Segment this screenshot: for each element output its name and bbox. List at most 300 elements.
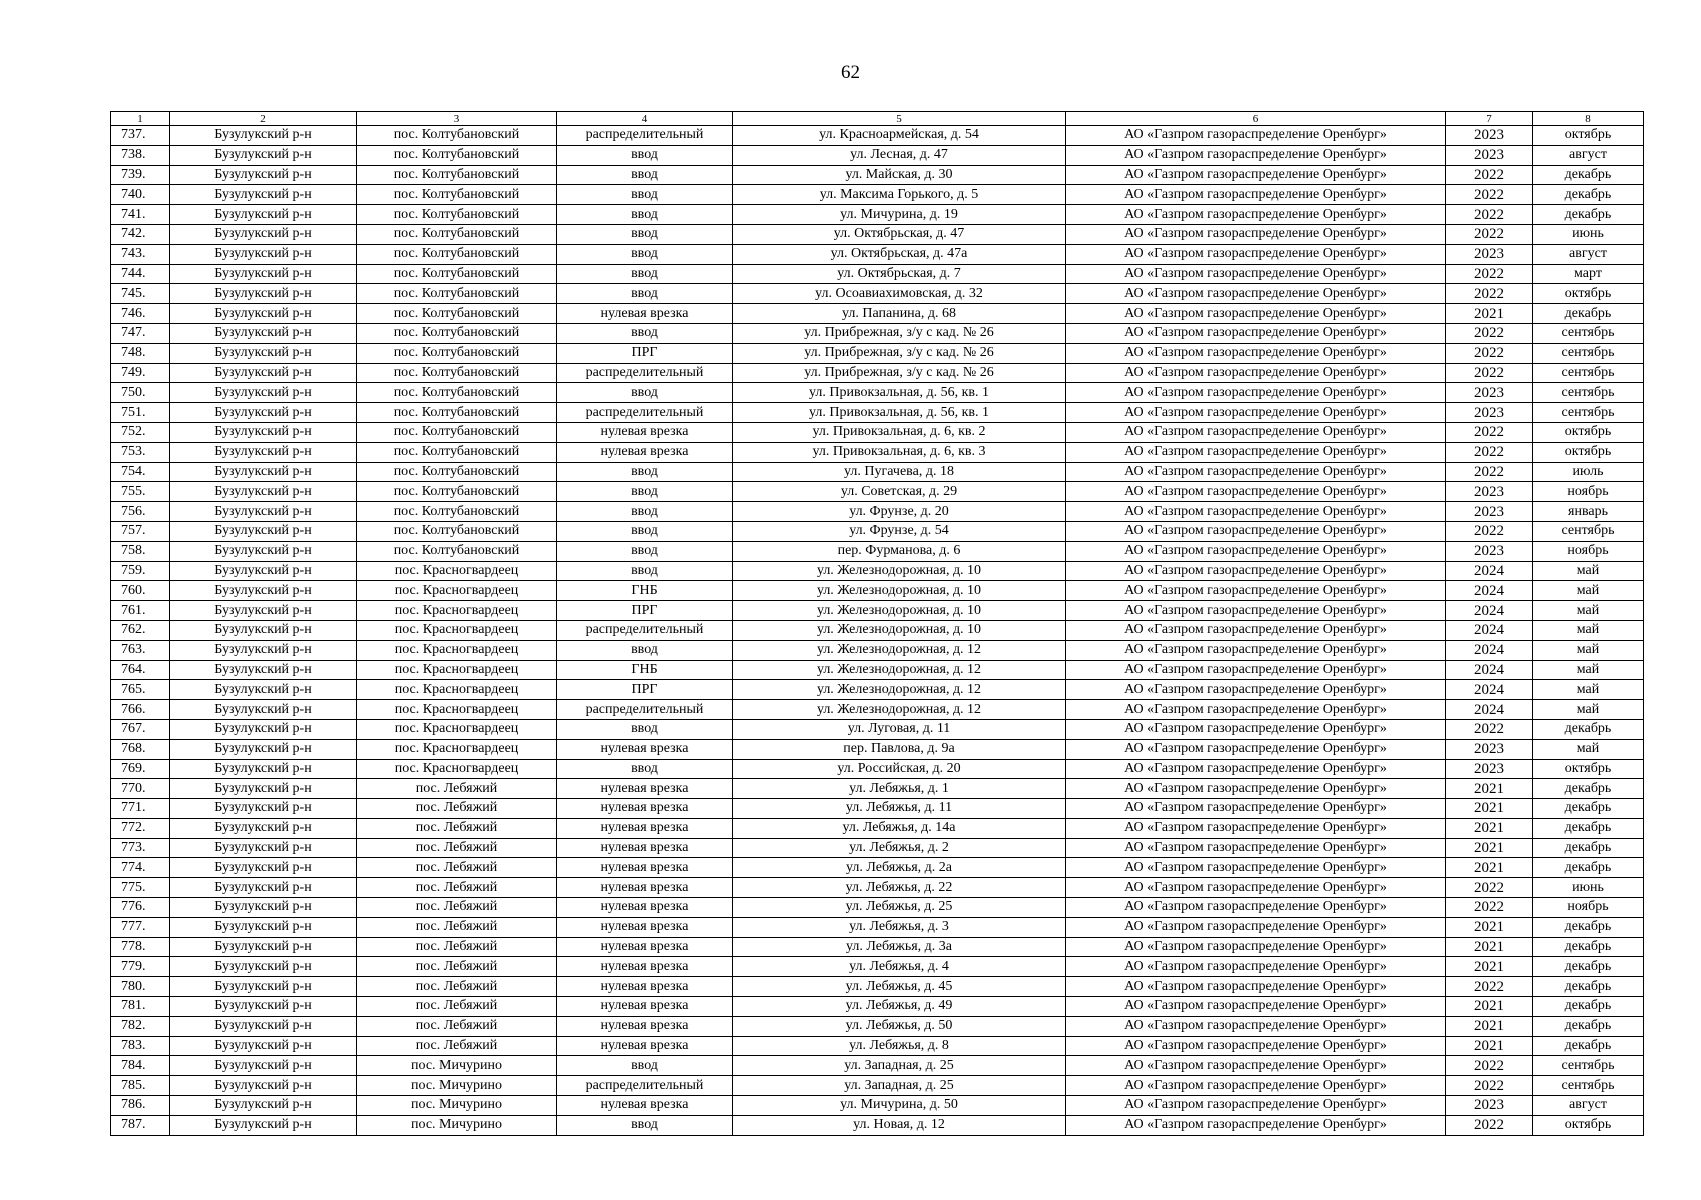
year-cell: 2021: [1446, 997, 1533, 1017]
organization-cell: АО «Газпром газораспределение Оренбург»: [1066, 383, 1446, 403]
address-cell: ул. Лебяжья, д. 45: [733, 977, 1066, 997]
organization-cell: АО «Газпром газораспределение Оренбург»: [1066, 185, 1446, 205]
type-cell: нулевая врезка: [557, 799, 733, 819]
column-header: 8: [1533, 112, 1644, 126]
month-cell: май: [1533, 680, 1644, 700]
row-number: 769.: [111, 759, 170, 779]
address-cell: ул. Мичурина, д. 50: [733, 1096, 1066, 1116]
table-row: [111, 581, 1644, 601]
row-number: 742.: [111, 224, 170, 244]
table-row: [111, 422, 1644, 442]
type-cell: ввод: [557, 521, 733, 541]
settlement-cell: пос. Красногвардеец: [357, 660, 557, 680]
table-row: [111, 660, 1644, 680]
organization-cell: АО «Газпром газораспределение Оренбург»: [1066, 1056, 1446, 1076]
organization-cell: АО «Газпром газораспределение Оренбург»: [1066, 878, 1446, 898]
type-cell: нулевая врезка: [557, 977, 733, 997]
address-cell: ул. Новая, д. 12: [733, 1115, 1066, 1135]
district-cell: Бузулукский р-н: [170, 126, 357, 146]
table-row: [111, 700, 1644, 720]
row-number: 745.: [111, 284, 170, 304]
type-cell: ввод: [557, 205, 733, 225]
district-cell: Бузулукский р-н: [170, 224, 357, 244]
month-cell: октябрь: [1533, 422, 1644, 442]
type-cell: распределительный: [557, 700, 733, 720]
table-row: [111, 561, 1644, 581]
address-cell: ул. Максима Горького, д. 5: [733, 185, 1066, 205]
type-cell: ввод: [557, 482, 733, 502]
table-row: [111, 601, 1644, 621]
organization-cell: АО «Газпром газораспределение Оренбург»: [1066, 403, 1446, 423]
type-cell: ввод: [557, 541, 733, 561]
settlement-cell: пос. Лебяжий: [357, 878, 557, 898]
type-cell: нулевая врезка: [557, 878, 733, 898]
address-cell: ул. Лесная, д. 47: [733, 145, 1066, 165]
district-cell: Бузулукский р-н: [170, 620, 357, 640]
district-cell: Бузулукский р-н: [170, 937, 357, 957]
row-number: 747.: [111, 323, 170, 343]
row-number: 741.: [111, 205, 170, 225]
address-cell: ул. Западная, д. 25: [733, 1056, 1066, 1076]
address-cell: ул. Октябрьская, д. 47а: [733, 244, 1066, 264]
district-cell: Бузулукский р-н: [170, 1016, 357, 1036]
address-cell: ул. Лебяжья, д. 25: [733, 898, 1066, 918]
organization-cell: АО «Газпром газораспределение Оренбург»: [1066, 818, 1446, 838]
address-cell: ул. Мичурина, д. 19: [733, 205, 1066, 225]
address-cell: ул. Луговая, д. 11: [733, 719, 1066, 739]
table-row: [111, 977, 1644, 997]
district-cell: Бузулукский р-н: [170, 581, 357, 601]
district-cell: Бузулукский р-н: [170, 1076, 357, 1096]
district-cell: Бузулукский р-н: [170, 185, 357, 205]
address-cell: ул. Красноармейская, д. 54: [733, 126, 1066, 146]
address-cell: ул. Лебяжья, д. 3: [733, 917, 1066, 937]
table-row: [111, 205, 1644, 225]
organization-cell: АО «Газпром газораспределение Оренбург»: [1066, 482, 1446, 502]
year-cell: 2024: [1446, 601, 1533, 621]
organization-cell: АО «Газпром газораспределение Оренбург»: [1066, 739, 1446, 759]
settlement-cell: пос. Красногвардеец: [357, 640, 557, 660]
month-cell: декабрь: [1533, 185, 1644, 205]
table-row: [111, 957, 1644, 977]
settlement-cell: пос. Лебяжий: [357, 937, 557, 957]
month-cell: сентябрь: [1533, 1076, 1644, 1096]
district-cell: Бузулукский р-н: [170, 957, 357, 977]
row-number: 748.: [111, 343, 170, 363]
address-cell: ул. Лебяжья, д. 1: [733, 779, 1066, 799]
settlement-cell: пос. Колтубановский: [357, 521, 557, 541]
month-cell: май: [1533, 561, 1644, 581]
address-cell: ул. Прибрежная, з/у с кад. № 26: [733, 343, 1066, 363]
settlement-cell: пос. Красногвардеец: [357, 601, 557, 621]
year-cell: 2024: [1446, 561, 1533, 581]
address-cell: ул. Железнодорожная, д. 10: [733, 581, 1066, 601]
address-cell: ул. Советская, д. 29: [733, 482, 1066, 502]
column-header: 6: [1066, 112, 1446, 126]
organization-cell: АО «Газпром газораспределение Оренбург»: [1066, 561, 1446, 581]
row-number: 778.: [111, 937, 170, 957]
year-cell: 2022: [1446, 1056, 1533, 1076]
address-cell: ул. Привокзальная, д. 56, кв. 1: [733, 383, 1066, 403]
address-cell: ул. Октябрьская, д. 7: [733, 264, 1066, 284]
organization-cell: АО «Газпром газораспределение Оренбург»: [1066, 1036, 1446, 1056]
organization-cell: АО «Газпром газораспределение Оренбург»: [1066, 957, 1446, 977]
month-cell: сентябрь: [1533, 403, 1644, 423]
settlement-cell: пос. Лебяжий: [357, 917, 557, 937]
row-number: 779.: [111, 957, 170, 977]
settlement-cell: пос. Лебяжий: [357, 898, 557, 918]
data-table: [110, 111, 1644, 1136]
year-cell: 2022: [1446, 284, 1533, 304]
type-cell: нулевая врезка: [557, 937, 733, 957]
district-cell: Бузулукский р-н: [170, 363, 357, 383]
row-number: 772.: [111, 818, 170, 838]
type-cell: нулевая врезка: [557, 779, 733, 799]
type-cell: ввод: [557, 224, 733, 244]
column-header: 1: [111, 112, 170, 126]
row-number: 762.: [111, 620, 170, 640]
address-cell: пер. Фурманова, д. 6: [733, 541, 1066, 561]
year-cell: 2022: [1446, 442, 1533, 462]
organization-cell: АО «Газпром газораспределение Оренбург»: [1066, 165, 1446, 185]
month-cell: август: [1533, 1096, 1644, 1116]
settlement-cell: пос. Лебяжий: [357, 997, 557, 1017]
settlement-cell: пос. Колтубановский: [357, 126, 557, 146]
district-cell: Бузулукский р-н: [170, 898, 357, 918]
table-row: [111, 165, 1644, 185]
table-row: [111, 878, 1644, 898]
organization-cell: АО «Газпром газораспределение Оренбург»: [1066, 680, 1446, 700]
address-cell: ул. Лебяжья, д. 14а: [733, 818, 1066, 838]
type-cell: ввод: [557, 323, 733, 343]
table-row: [111, 403, 1644, 423]
month-cell: октябрь: [1533, 126, 1644, 146]
row-number: 738.: [111, 145, 170, 165]
district-cell: Бузулукский р-н: [170, 858, 357, 878]
type-cell: нулевая врезка: [557, 739, 733, 759]
organization-cell: АО «Газпром газораспределение Оренбург»: [1066, 1016, 1446, 1036]
row-number: 766.: [111, 700, 170, 720]
type-cell: распределительный: [557, 1076, 733, 1096]
district-cell: Бузулукский р-н: [170, 759, 357, 779]
type-cell: распределительный: [557, 620, 733, 640]
settlement-cell: пос. Колтубановский: [357, 304, 557, 324]
year-cell: 2021: [1446, 838, 1533, 858]
district-cell: Бузулукский р-н: [170, 244, 357, 264]
address-cell: ул. Западная, д. 25: [733, 1076, 1066, 1096]
year-cell: 2022: [1446, 977, 1533, 997]
table-row: [111, 818, 1644, 838]
table-row: [111, 462, 1644, 482]
type-cell: нулевая врезка: [557, 838, 733, 858]
district-cell: Бузулукский р-н: [170, 917, 357, 937]
district-cell: Бузулукский р-н: [170, 1056, 357, 1076]
organization-cell: АО «Газпром газораспределение Оренбург»: [1066, 759, 1446, 779]
type-cell: ПРГ: [557, 601, 733, 621]
settlement-cell: пос. Лебяжий: [357, 818, 557, 838]
year-cell: 2022: [1446, 878, 1533, 898]
year-cell: 2022: [1446, 363, 1533, 383]
type-cell: нулевая врезка: [557, 442, 733, 462]
month-cell: декабрь: [1533, 205, 1644, 225]
table-row: [111, 620, 1644, 640]
year-cell: 2023: [1446, 759, 1533, 779]
year-cell: 2021: [1446, 917, 1533, 937]
table-row: [111, 1115, 1644, 1135]
district-cell: Бузулукский р-н: [170, 145, 357, 165]
type-cell: ГНБ: [557, 581, 733, 601]
row-number: 774.: [111, 858, 170, 878]
year-cell: 2022: [1446, 462, 1533, 482]
address-cell: ул. Папанина, д. 68: [733, 304, 1066, 324]
organization-cell: АО «Газпром газораспределение Оренбург»: [1066, 442, 1446, 462]
address-cell: ул. Российская, д. 20: [733, 759, 1066, 779]
row-number: 782.: [111, 1016, 170, 1036]
table-row: [111, 1096, 1644, 1116]
address-cell: ул. Пугачева, д. 18: [733, 462, 1066, 482]
year-cell: 2022: [1446, 323, 1533, 343]
organization-cell: АО «Газпром газораспределение Оренбург»: [1066, 779, 1446, 799]
organization-cell: АО «Газпром газораспределение Оренбург»: [1066, 700, 1446, 720]
table-row: [111, 145, 1644, 165]
district-cell: Бузулукский р-н: [170, 1036, 357, 1056]
settlement-cell: пос. Колтубановский: [357, 343, 557, 363]
type-cell: ввод: [557, 1056, 733, 1076]
table-row: [111, 323, 1644, 343]
district-cell: Бузулукский р-н: [170, 779, 357, 799]
settlement-cell: пос. Колтубановский: [357, 264, 557, 284]
settlement-cell: пос. Колтубановский: [357, 482, 557, 502]
address-cell: ул. Лебяжья, д. 22: [733, 878, 1066, 898]
settlement-cell: пос. Красногвардеец: [357, 561, 557, 581]
month-cell: ноябрь: [1533, 541, 1644, 561]
table-row: [111, 799, 1644, 819]
table-row: [111, 739, 1644, 759]
address-cell: ул. Осоавиахимовская, д. 32: [733, 284, 1066, 304]
row-number: 752.: [111, 422, 170, 442]
year-cell: 2021: [1446, 957, 1533, 977]
organization-cell: АО «Газпром газораспределение Оренбург»: [1066, 343, 1446, 363]
type-cell: ввод: [557, 264, 733, 284]
month-cell: март: [1533, 264, 1644, 284]
month-cell: декабрь: [1533, 719, 1644, 739]
district-cell: Бузулукский р-н: [170, 462, 357, 482]
settlement-cell: пос. Колтубановский: [357, 323, 557, 343]
settlement-cell: пос. Колтубановский: [357, 244, 557, 264]
type-cell: нулевая врезка: [557, 1096, 733, 1116]
row-number: 787.: [111, 1115, 170, 1135]
organization-cell: АО «Газпром газораспределение Оренбург»: [1066, 462, 1446, 482]
table-row: [111, 997, 1644, 1017]
table-row: [111, 541, 1644, 561]
table-row: [111, 917, 1644, 937]
month-cell: октябрь: [1533, 759, 1644, 779]
organization-cell: АО «Газпром газораспределение Оренбург»: [1066, 898, 1446, 918]
organization-cell: АО «Газпром газораспределение Оренбург»: [1066, 205, 1446, 225]
row-number: 759.: [111, 561, 170, 581]
address-cell: ул. Майская, д. 30: [733, 165, 1066, 185]
district-cell: Бузулукский р-н: [170, 680, 357, 700]
month-cell: декабрь: [1533, 818, 1644, 838]
row-number: 763.: [111, 640, 170, 660]
organization-cell: АО «Газпром газораспределение Оренбург»: [1066, 541, 1446, 561]
year-cell: 2023: [1446, 502, 1533, 522]
type-cell: ввод: [557, 561, 733, 581]
year-cell: 2021: [1446, 818, 1533, 838]
settlement-cell: пос. Лебяжий: [357, 838, 557, 858]
year-cell: 2023: [1446, 1096, 1533, 1116]
settlement-cell: пос. Мичурино: [357, 1096, 557, 1116]
address-cell: ул. Лебяжья, д. 49: [733, 997, 1066, 1017]
year-cell: 2022: [1446, 343, 1533, 363]
settlement-cell: пос. Мичурино: [357, 1115, 557, 1135]
column-header: 4: [557, 112, 733, 126]
table-row: [111, 521, 1644, 541]
settlement-cell: пос. Колтубановский: [357, 462, 557, 482]
organization-cell: АО «Газпром газораспределение Оренбург»: [1066, 422, 1446, 442]
month-cell: май: [1533, 581, 1644, 601]
table-row: [111, 719, 1644, 739]
settlement-cell: пос. Колтубановский: [357, 205, 557, 225]
year-cell: 2021: [1446, 304, 1533, 324]
settlement-cell: пос. Лебяжий: [357, 858, 557, 878]
month-cell: май: [1533, 739, 1644, 759]
table-row: [111, 185, 1644, 205]
type-cell: ввод: [557, 462, 733, 482]
year-cell: 2021: [1446, 799, 1533, 819]
district-cell: Бузулукский р-н: [170, 304, 357, 324]
column-header: 2: [170, 112, 357, 126]
month-cell: декабрь: [1533, 1036, 1644, 1056]
table-row: [111, 937, 1644, 957]
settlement-cell: пос. Лебяжий: [357, 779, 557, 799]
row-number: 771.: [111, 799, 170, 819]
settlement-cell: пос. Красногвардеец: [357, 700, 557, 720]
settlement-cell: пос. Колтубановский: [357, 145, 557, 165]
row-number: 777.: [111, 917, 170, 937]
month-cell: июнь: [1533, 878, 1644, 898]
organization-cell: АО «Газпром газораспределение Оренбург»: [1066, 224, 1446, 244]
organization-cell: АО «Газпром газораспределение Оренбург»: [1066, 145, 1446, 165]
year-cell: 2021: [1446, 1016, 1533, 1036]
month-cell: декабрь: [1533, 977, 1644, 997]
year-cell: 2022: [1446, 898, 1533, 918]
address-cell: ул. Железнодорожная, д. 10: [733, 561, 1066, 581]
settlement-cell: пос. Лебяжий: [357, 957, 557, 977]
organization-cell: АО «Газпром газораспределение Оренбург»: [1066, 660, 1446, 680]
year-cell: 2023: [1446, 403, 1533, 423]
settlement-cell: пос. Колтубановский: [357, 363, 557, 383]
settlement-cell: пос. Колтубановский: [357, 185, 557, 205]
address-cell: ул. Железнодорожная, д. 10: [733, 620, 1066, 640]
table-row: [111, 779, 1644, 799]
row-number: 768.: [111, 739, 170, 759]
organization-cell: АО «Газпром газораспределение Оренбург»: [1066, 363, 1446, 383]
month-cell: сентябрь: [1533, 383, 1644, 403]
organization-cell: АО «Газпром газораспределение Оренбург»: [1066, 304, 1446, 324]
row-number: 757.: [111, 521, 170, 541]
row-number: 775.: [111, 878, 170, 898]
type-cell: ввод: [557, 1115, 733, 1135]
page-number: 62: [841, 62, 860, 83]
month-cell: сентябрь: [1533, 323, 1644, 343]
row-number: 758.: [111, 541, 170, 561]
column-header: 3: [357, 112, 557, 126]
address-cell: ул. Лебяжья, д. 50: [733, 1016, 1066, 1036]
type-cell: распределительный: [557, 126, 733, 146]
table-row: [111, 264, 1644, 284]
month-cell: октябрь: [1533, 442, 1644, 462]
year-cell: 2022: [1446, 264, 1533, 284]
organization-cell: АО «Газпром газораспределение Оренбург»: [1066, 126, 1446, 146]
address-cell: ул. Железнодорожная, д. 12: [733, 680, 1066, 700]
year-cell: 2021: [1446, 779, 1533, 799]
month-cell: декабрь: [1533, 1016, 1644, 1036]
row-number: 780.: [111, 977, 170, 997]
table-row: [111, 858, 1644, 878]
district-cell: Бузулукский р-н: [170, 383, 357, 403]
settlement-cell: пос. Мичурино: [357, 1056, 557, 1076]
table-row: [111, 304, 1644, 324]
type-cell: ввод: [557, 284, 733, 304]
type-cell: ввод: [557, 244, 733, 264]
type-cell: ввод: [557, 759, 733, 779]
settlement-cell: пос. Красногвардеец: [357, 759, 557, 779]
organization-cell: АО «Газпром газораспределение Оренбург»: [1066, 1096, 1446, 1116]
address-cell: ул. Привокзальная, д. 6, кв. 3: [733, 442, 1066, 462]
table-row: [111, 502, 1644, 522]
district-cell: Бузулукский р-н: [170, 284, 357, 304]
address-cell: ул. Привокзальная, д. 56, кв. 1: [733, 403, 1066, 423]
settlement-cell: пос. Колтубановский: [357, 224, 557, 244]
settlement-cell: пос. Красногвардеец: [357, 739, 557, 759]
type-cell: нулевая врезка: [557, 898, 733, 918]
table-row: [111, 898, 1644, 918]
row-number: 764.: [111, 660, 170, 680]
district-cell: Бузулукский р-н: [170, 422, 357, 442]
organization-cell: АО «Газпром газораспределение Оренбург»: [1066, 601, 1446, 621]
table-row: [111, 680, 1644, 700]
settlement-cell: пос. Колтубановский: [357, 403, 557, 423]
month-cell: июль: [1533, 462, 1644, 482]
column-header: 5: [733, 112, 1066, 126]
address-cell: ул. Лебяжья, д. 8: [733, 1036, 1066, 1056]
type-cell: ввод: [557, 640, 733, 660]
organization-cell: АО «Газпром газораспределение Оренбург»: [1066, 997, 1446, 1017]
month-cell: январь: [1533, 502, 1644, 522]
row-number: 755.: [111, 482, 170, 502]
month-cell: май: [1533, 620, 1644, 640]
type-cell: ПРГ: [557, 680, 733, 700]
type-cell: нулевая врезка: [557, 917, 733, 937]
type-cell: нулевая врезка: [557, 1036, 733, 1056]
year-cell: 2023: [1446, 383, 1533, 403]
month-cell: май: [1533, 700, 1644, 720]
organization-cell: АО «Газпром газораспределение Оренбург»: [1066, 502, 1446, 522]
type-cell: нулевая врезка: [557, 997, 733, 1017]
settlement-cell: пос. Лебяжий: [357, 1036, 557, 1056]
table-row: [111, 759, 1644, 779]
month-cell: декабрь: [1533, 304, 1644, 324]
district-cell: Бузулукский р-н: [170, 700, 357, 720]
row-number: 781.: [111, 997, 170, 1017]
address-cell: ул. Железнодорожная, д. 12: [733, 660, 1066, 680]
year-cell: 2024: [1446, 620, 1533, 640]
organization-cell: АО «Газпром газораспределение Оренбург»: [1066, 977, 1446, 997]
year-cell: 2022: [1446, 165, 1533, 185]
row-number: 765.: [111, 680, 170, 700]
row-number: 756.: [111, 502, 170, 522]
